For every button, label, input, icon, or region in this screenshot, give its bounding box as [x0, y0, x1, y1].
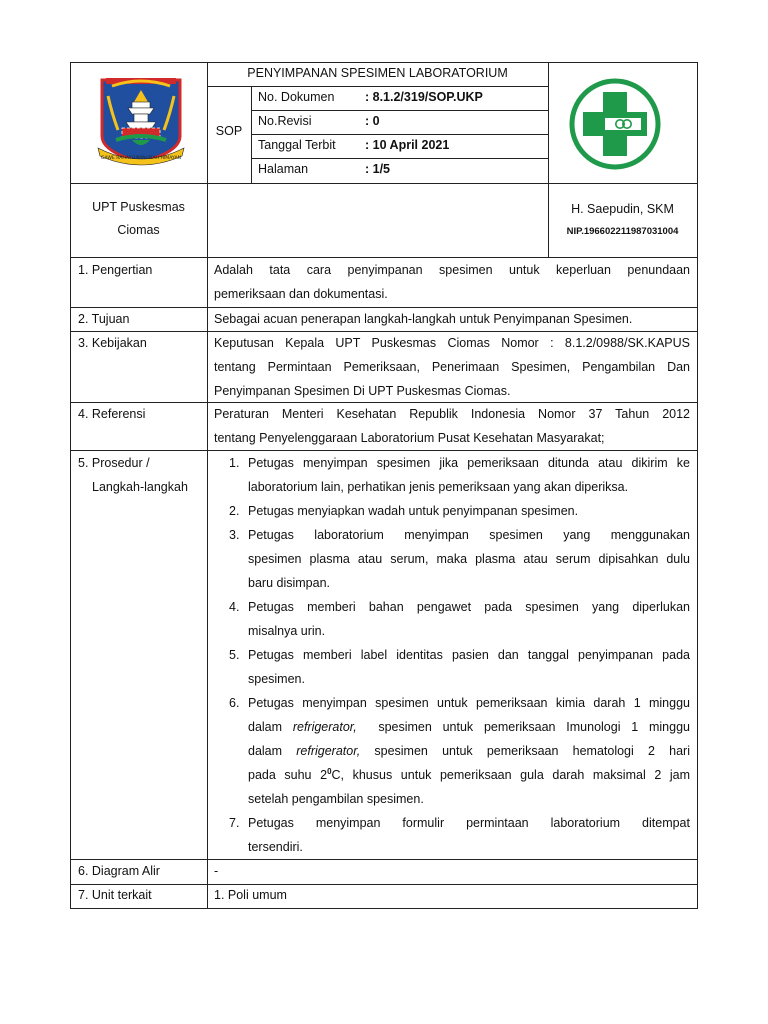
- field-label-tanggal: Tanggal Terbit: [258, 138, 336, 152]
- border-row5-bottom: [70, 859, 698, 860]
- field-label-halaman: Halaman: [258, 162, 309, 176]
- step-line: Petugas memberi bahan pengawet pada spesimen yang diperlukan: [248, 600, 690, 614]
- puskesmas-logo: [569, 78, 661, 170]
- step-line: spesimen plasma atau serum, maka plasma atau serum dipisahkan dulu: [248, 552, 690, 566]
- step-line: Petugas menyimpan spesimen untuk pemeriksaan kimia darah 1 minggu: [248, 696, 690, 710]
- step-line: spesimen.: [248, 672, 305, 686]
- field-value-nodokumen: : 8.1.2/319/SOP.UKP: [365, 90, 483, 104]
- step-number: 6.: [229, 696, 240, 710]
- signer-nip: NIP.196602211987031004: [566, 226, 679, 237]
- signer-name: H. Saepudin, SKM: [571, 202, 674, 216]
- step-number: 7.: [229, 816, 240, 830]
- regency-logo: [92, 74, 190, 172]
- procedure-step: [214, 499, 690, 523]
- step-number: 2.: [229, 504, 240, 518]
- step-text-italic: refrigerator,: [292, 720, 357, 734]
- border-right: [697, 62, 698, 908]
- step-text: pada suhu 2: [248, 768, 328, 782]
- field-label-nodokumen: No. Dokumen: [258, 90, 335, 104]
- pengertian-line: pemeriksaan dan dokumentasi.: [214, 287, 388, 301]
- field-label-norevisi: No.Revisi: [258, 114, 312, 128]
- step-line: misalnya urin.: [248, 624, 326, 638]
- step-text: spesimen untuk pemeriksaan Imunologi 1 minggu: [378, 720, 690, 734]
- org-name-line2: Ciomas: [117, 223, 160, 237]
- text-pengertian: [214, 258, 690, 306]
- label-pengertian: 1. Pengertian: [78, 263, 153, 277]
- procedure-step: [214, 811, 690, 859]
- procedure-step: [214, 595, 690, 643]
- border-field2-bottom: [251, 134, 548, 135]
- step-line: setelah pengambilan spesimen.: [248, 792, 424, 806]
- step-line: Petugas menyiapkan wadah untuk penyimpanan spesimen.: [248, 504, 579, 518]
- procedure-step: [214, 523, 690, 595]
- step-line: baru disimpan.: [248, 576, 330, 590]
- label-langkah: Langkah-langkah: [92, 480, 188, 494]
- procedure-step: [214, 643, 690, 691]
- label-unit: 7. Unit terkait: [78, 888, 152, 902]
- referensi-line: tentang Penyelenggaraan Laboratorium Pusat Kesehatan Masyarakat;: [214, 431, 605, 445]
- procedure-step: [214, 451, 690, 499]
- referensi-line: Peraturan Menteri Kesehatan Republik Indonesia Nomor 37 Tahun 2012: [214, 407, 690, 421]
- step-text-italic: refrigerator,: [296, 744, 361, 758]
- kebijakan-line: Penyimpanan Spesimen Di UPT Puskesmas Ciomas.: [214, 384, 511, 398]
- border-header-bottom: [70, 183, 698, 184]
- step-text: dalam: [248, 744, 283, 758]
- step-text: C, khusus untuk pemeriksaan gula darah maksimal 2 jam: [331, 768, 691, 782]
- step-number: 5.: [229, 648, 240, 662]
- text-diagram: -: [214, 864, 219, 878]
- step-line: Petugas memberi label identitas pasien dan tanggal penyimpanan pada: [248, 648, 690, 662]
- field-value-norevisi: : 0: [365, 114, 380, 128]
- kebijakan-line: tentang Permintaan Pemeriksaan, Penerimaan Spesimen, Pengambilan Dan: [214, 360, 690, 374]
- step-number: 3.: [229, 528, 240, 542]
- step-line: laboratorium lain, perhatikan jenis pemeriksaan yang akan diperiksa.: [248, 480, 629, 494]
- border-field1-bottom: [251, 110, 548, 111]
- border-row1-bottom: [70, 307, 698, 308]
- text-unit: 1. Poli umum: [214, 888, 287, 902]
- label-referensi: 4. Referensi: [78, 407, 146, 421]
- border-title-bottom: [207, 86, 548, 87]
- step-text: spesimen untuk pemeriksaan hematologi 2 hari: [374, 744, 690, 758]
- doc-title: PENYIMPANAN SPESIMEN LABORATORIUM: [247, 66, 508, 80]
- degree-superscript: 0: [327, 766, 332, 776]
- border-col1: [207, 62, 208, 908]
- step-line: [248, 739, 690, 763]
- step-line: [248, 763, 690, 787]
- border-top: [70, 62, 698, 63]
- field-value-halaman: : 1/5: [365, 162, 391, 176]
- label-prosedur: 5. Prosedur /: [78, 456, 150, 470]
- border-bottom: [70, 908, 698, 909]
- procedure-list: [214, 451, 690, 859]
- label-kebijakan: 3. Kebijakan: [78, 336, 147, 350]
- border-sop-col: [251, 86, 252, 183]
- org-name-line1: UPT Puskesmas: [92, 200, 185, 214]
- step-number: 4.: [229, 600, 240, 614]
- text-kebijakan: [214, 331, 690, 403]
- logo-ribbon-text: GAWE RAHAYU NYAI SIAH HIMAYAN: [100, 156, 182, 161]
- border-row6-bottom: [70, 884, 698, 885]
- label-tujuan: 2. Tujuan: [78, 312, 130, 326]
- procedure-step: [214, 691, 690, 811]
- kebijakan-line: Keputusan Kepala UPT Puskesmas Ciomas Nomor : 8.1.2/0988/SK.KAPUS: [214, 336, 690, 350]
- step-line: [248, 715, 690, 739]
- sop-label: SOP: [215, 124, 243, 138]
- step-line: tersendiri.: [248, 840, 303, 854]
- field-value-tanggal: : 10 April 2021: [365, 138, 450, 152]
- step-number: 1.: [229, 456, 240, 470]
- text-referensi: [214, 402, 690, 450]
- border-field3-bottom: [251, 158, 548, 159]
- border-left: [70, 62, 71, 908]
- pengertian-line: Adalah tata cara penyimpanan spesimen untuk keperluan penundaan: [214, 263, 690, 277]
- label-diagram: 6. Diagram Alir: [78, 864, 160, 878]
- step-text: dalam: [248, 720, 283, 734]
- step-line: Petugas laboratorium menyimpan spesimen yang menggunakan: [248, 528, 690, 542]
- step-line: Petugas menyimpan formulir permintaan laboratorium ditempat: [248, 816, 690, 830]
- step-line: Petugas menyimpan spesimen jika pemeriksaan ditunda atau dikirim ke: [248, 456, 690, 470]
- text-tujuan: Sebagai acuan penerapan langkah-langkah untuk Penyimpanan Spesimen.: [214, 312, 633, 326]
